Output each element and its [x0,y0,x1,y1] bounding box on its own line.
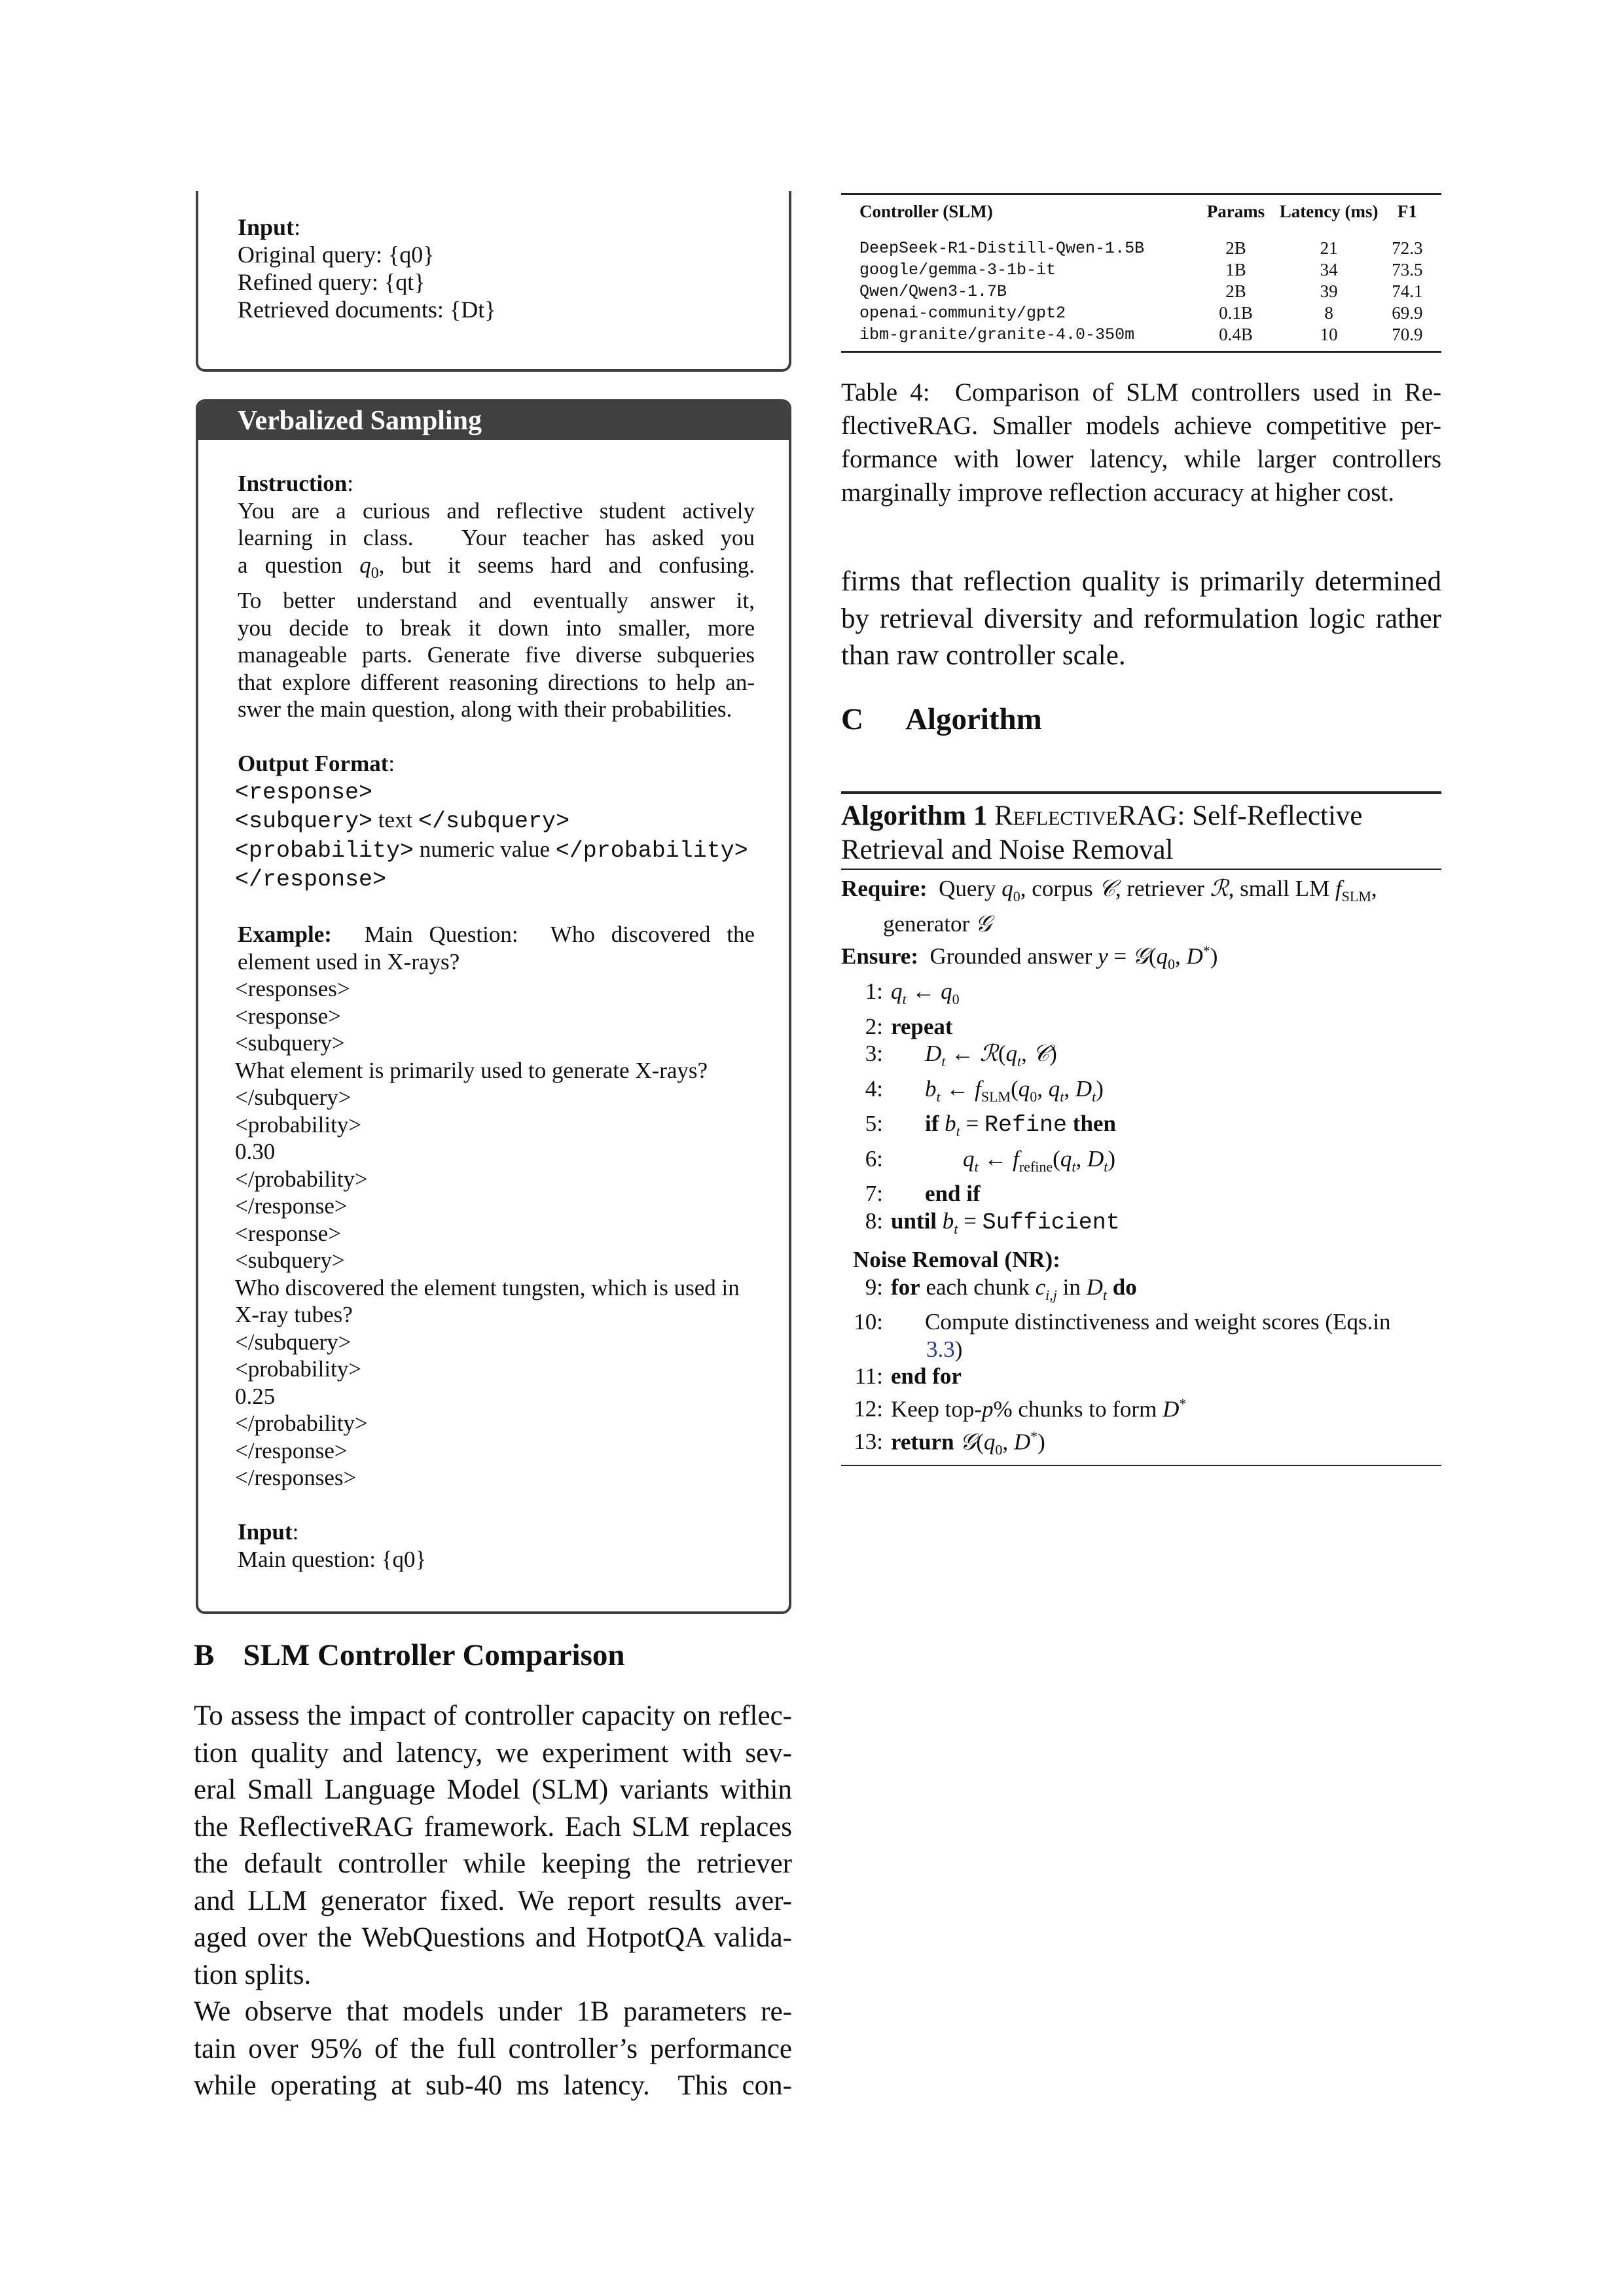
algo-line-1: 1: $q_t$ ← $q_0$ [865,978,960,1008]
verbalized-sampling-title: Verbalized Sampling [198,402,789,440]
col-header-latency: Latency (ms) [1279,202,1379,221]
table-body [841,230,1441,346]
right-body-text: firms that reflection quality is primarily determined by retrieval diversity and reformulation logic rather than raw controller scale. [841,566,1441,671]
table-caption: Table 4: Comparison of SLM controllers used in Re- flectiveRAG. Smaller models achieve competitive per- formance with lower latency, while larger controllers marginally improve reflection accuracy at higher cost. [841,378,1441,507]
output-format-label: Output Format [238,751,389,776]
algo-line-5: 5: if $b_t$ = Refine then [865,1111,1116,1140]
table-cell: 34 [1320,260,1338,279]
table-cell: 2B [1225,281,1246,301]
table-cell: 73.5 [1392,260,1423,279]
table-cell: google/gemma-3-1b-it [859,260,1056,279]
eq-ref-link[interactable]: 3.3 [926,1336,955,1362]
verbalized-sampling-box: Verbalized Sampling Instruction: You are a curious and reflective student actively learning in class. Your teacher has asked you a question $q_0$, but it seems hard and confusing. To better understand and eventually answer it, you decide to break it down into smaller, more manageable parts. Generate five diverse subqueries that explore different reasoning directions to help an- swer the main question, along with their probabilities. Output Format: <response> <subquery> text </subquery> <probability> numeric value </probability> </response> Example: Main Question: Who discovered the element used in X-rays? <responses> <response> <subquery> What element is primarily used to generate X-rays? </subquery> <probability> 0.30 </probability> </response> <response> <subquery> Who discovered the element tungsten, which is used in X-ray tubes? </subquery> <probability> 0.25 </probability> </response> </responses> Input: Main question: {q0} [196,399,791,1614]
table-row [841,230,1441,259]
algo-line-6: 6: $q_t$ ← $f_{refine}(q_t$, $D_t$) [865,1145,1115,1175]
algo-line-9: 9: for each chunk $c_{i,j}$ in $D_t$ do [865,1274,1137,1303]
table-4 [841,193,1441,353]
example-line: <probability> [235,1356,362,1382]
format-line: </response> [235,867,387,893]
table-cell: DeepSeek-R1-Distill-Qwen-1.5B [859,239,1145,258]
table-cell: 8 [1324,303,1333,323]
section-b-title: SLM Controller Comparison [243,1638,625,1672]
algorithm-block: Algorithm 1 ReflectiveRAG: Self-Reflective Retrieval and Noise Removal Require: Query $q_0$, corpus 𝒞, retriever ℛ, small LM $f_{SLM}$, generator 𝒢 Ensure: Grounded answer $y = 𝒢(q_0$, D*) 1: $q_t$ ← $q_0$ 2: repeat 3: $D_t$ ← $ℛ(q_t$, 𝒞) 4: $b_t$ ← $f_{SLM}(q_0$, $q_t$, $D_t$) 5: if $b_t$ = Refine then 6: $q_t$ ← $f_{refine}(q_t$, $D_t$) 7: end if 8: until $b_t$ = Sufficient Noise Removal (NR): 9: for each chunk $c_{i,j}$ in $D_t$ do 10: Compute distinctiveness and weight scores (Eqs.in 3.3) 11: end for 12: Keep top-p% chunks to form D* 13: return $𝒢(q_0$, D*) [841,791,1441,1466]
example-line: <response> [235,1003,341,1029]
format-line: <probability> numeric value </probability> [235,836,748,864]
table-row [841,281,1441,302]
col-header-f1: F1 [1397,202,1417,221]
section-b-para2: We observe that models under 1B parameters re- tain over 95% of the full controller’s performance while operating at sub-40 ms latency. This con- [194,1996,792,2101]
algorithm-subtitle: Retrieval and Noise Removal [841,834,1174,865]
example-line: <response> [235,1220,341,1246]
algo-line-2: 2: repeat [865,1013,953,1039]
input-label: Input [238,214,295,240]
table-row [841,302,1441,324]
algo-line-3: 3: $D_t$ ← $ℛ(q_t$, 𝒞) [865,1041,1057,1070]
example-line: 0.30 [235,1139,276,1164]
table-cell: ibm-granite/granite-4.0-350m [859,325,1135,344]
algo-line-13: 13: return $𝒢(q_0$, D*) [854,1427,1045,1458]
example-line: <responses> [235,976,350,1001]
section-b-heading: B SLM Controller Comparison [194,1638,625,1672]
table-cell: 0.4B [1219,325,1253,344]
algo-line-4: 4: $b_t$ ← $f_{SLM}(q_0$, $q_t$, $D_t$) [865,1075,1104,1105]
table-cell: 10 [1320,325,1338,344]
input-prompt-box: Input: Original query: {q0} Refined query: {qt} Retrieved documents: {Dt} [196,191,791,372]
algo-line-10: 10: Compute distinctiveness and weight scores (Eqs.in [854,1309,1391,1335]
input-original-query: Original query: {q0} [238,242,435,268]
algo-require: Require: Query $q_0$, corpus 𝒞, retriever ℛ, small LM $f_{SLM}$, [841,876,1377,905]
algorithm-title: Algorithm 1 ReflectiveRAG: Self-Reflective [841,800,1363,831]
table-cell: 72.3 [1392,238,1423,258]
example-line: <subquery> [235,1247,345,1273]
instruction-text: You are a curious and reflective student actively learning in class. Your teacher has asked you a question $q_0$, but it seems hard and confusing. To better understand and eventually answer it, you decide to break it down into smaller, more manageable parts. Generate five diverse subqueries that explore different reasoning directions to help an- swer the main question, along with their probabilities. [238,497,755,722]
algo-line-7: 7: end if [865,1181,981,1207]
example-line: </response> [235,1437,348,1463]
example-lines [235,975,755,1492]
format-line: <subquery> text </subquery> [235,807,570,834]
example-line: <subquery> [235,1030,345,1056]
instruction-label: Instruction [238,471,348,496]
example-line: 0.25 [235,1383,276,1409]
table-cell: 39 [1320,281,1338,301]
table-cell: 1B [1225,260,1246,279]
example-line: </probability> [235,1410,368,1436]
example-line: </responses> [235,1465,357,1490]
section-b-para1: To assess the impact of controller capacity on reflec- tion quality and latency, we experiment with sev- eral Small Language Model (SLM) variants within the ReflectiveRAG framework. Each SLM replaces the default controller while keeping the retriever and LLM generator fixed. We report results aver- aged over the WebQuestions and HotpotQA valida- tion splits. [194,1700,792,1990]
table-cell: 21 [1320,238,1338,258]
input-retrieved-docs: Retrieved documents: {Dt} [238,296,496,323]
table-row [841,324,1441,346]
table-cell: 69.9 [1392,303,1423,323]
col-header-params: Params [1206,202,1265,221]
example-line: <probability> [235,1111,362,1138]
example-line: </subquery> [235,1329,352,1355]
example-line: </probability> [235,1166,368,1192]
example-line: Example: Main Question: Who discovered the [238,922,755,947]
table-row [841,259,1441,281]
algo-ensure: Ensure: Grounded answer $y = 𝒢(q_0$, D*) [841,942,1218,973]
table-cell: 2B [1225,238,1246,258]
algo-line-8: 8: until $b_t$ = Sufficient [865,1208,1120,1237]
input-refined-query: Refined query: {qt} [238,269,425,295]
table-cell: 70.9 [1392,325,1423,344]
example-line: </response> [235,1193,348,1219]
format-line: <response> [235,779,373,806]
table-cell: openai-community/gpt2 [859,304,1066,323]
input-label-2: Input [238,1519,293,1545]
input-main-question: Main question: {q0} [238,1546,427,1572]
table-cell: Qwen/Qwen3-1.7B [859,282,1007,301]
table-cell: 0.1B [1219,303,1253,323]
col-header-controller: Controller (SLM) [859,202,993,221]
controller-table [841,195,1441,346]
table-cell: 74.1 [1392,281,1423,301]
section-c-heading: C Algorithm [841,702,1042,736]
algo-line-12: 12: Keep top-p% chunks to form D* [854,1395,1187,1422]
algo-nr-label: Noise Removal (NR): [853,1247,1060,1273]
example-line: </subquery> [235,1085,352,1110]
section-c-title: Algorithm [905,702,1042,736]
algo-line-11: 11: end for [854,1363,962,1390]
example-line: Who discovered the element tungsten, which is used in X-ray tubes? [235,1274,740,1327]
example-line: What element is primarily used to generate X-rays? [235,1057,708,1083]
